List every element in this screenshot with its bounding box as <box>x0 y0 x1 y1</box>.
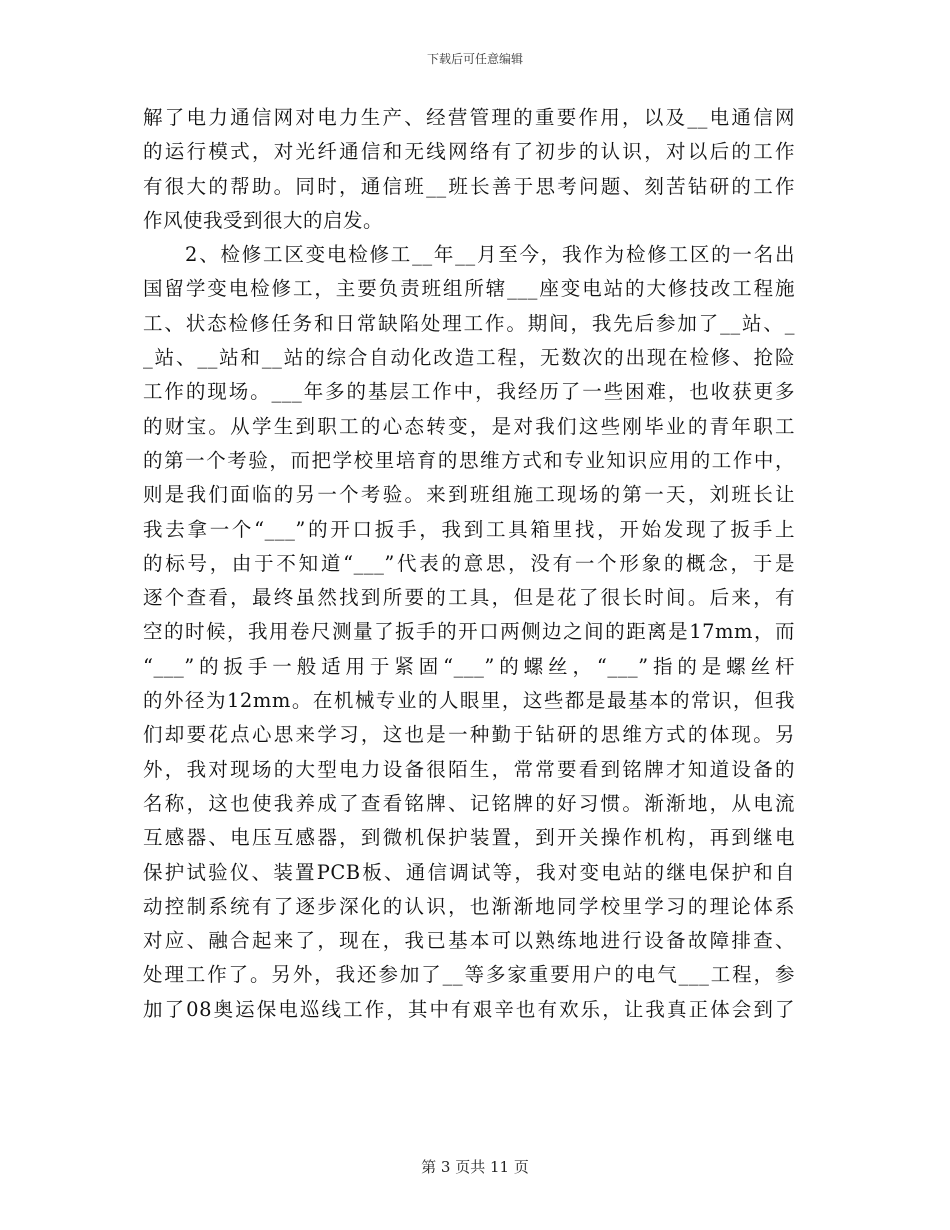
text-line: 名称，这也使我养成了查看铭牌、记铭牌的好习惯。渐渐地，从电流 <box>143 791 795 815</box>
text-line: 有很大的帮助。同时，通信班__班长善于思考问题、刻苦钻研的工作 <box>143 174 795 198</box>
text-line: 的运行模式，对光纤通信和无线网络有了初步的认识，对以后的工作 <box>143 140 795 164</box>
text-line: 我去拿一个“___”的开口扳手，我到工具箱里找，开始发现了扳手上 <box>143 517 795 541</box>
body-text <box>143 101 795 1027</box>
text-line: 作风使我受到很大的启发。 <box>143 208 384 232</box>
text-line: 的财宝。从学生到职工的心态转变，是对我们这些刚毕业的青年职工 <box>143 414 795 438</box>
text-line: “___”的扳手一般适用于紧固“___”的螺丝，“___”指的是螺丝杆 <box>143 654 795 678</box>
text-line: 国留学变电检修工，主要负责班组所辖___座变电站的大修技改工程施 <box>143 277 795 301</box>
text-line: 加了08奥运保电巡线工作，其中有艰辛也有欢乐，让我真正体会到了 <box>143 997 795 1021</box>
text-line: 对应、融合起来了，现在，我已基本可以熟练地进行设备故障排查、 <box>143 929 795 953</box>
paragraph-2 <box>143 238 795 1027</box>
text-line: 的第一个考验，而把学校里培育的思维方式和专业知识应用的工作中， <box>143 448 795 472</box>
text-line: 空的时候，我用卷尺测量了扳手的开口两侧边之间的距离是17mm，而 <box>143 620 795 644</box>
text-line: 工、状态检修任务和日常缺陷处理工作。期间，我先后参加了__站、_ <box>143 311 795 335</box>
text-line: 逐个查看，最终虽然找到所要的工具，但是花了很长时间。后来，有 <box>143 586 795 610</box>
text-line: 互感器、电压互感器，到微机保护装置，到开关操作机构，再到继电 <box>143 826 795 850</box>
text-line: 保护试验仪、装置PCB板、通信调试等，我对变电站的继电保护和自 <box>143 860 795 884</box>
text-line: 工作的现场。___年多的基层工作中，我经历了一些困难，也收获更多 <box>143 380 795 404</box>
paragraph-1 <box>143 101 795 238</box>
text-line: 们却要花点心思来学习，这也是一种勤于钻研的思维方式的体现。另 <box>143 723 795 747</box>
text-line: _站、__站和__站的综合自动化改造工程，无数次的出现在检修、抢险 <box>143 346 795 370</box>
text-line: 处理工作了。另外，我还参加了__等多家重要用户的电气___工程，参 <box>143 963 795 987</box>
text-line: 则是我们面临的另一个考验。来到班组施工现场的第一天，刘班长让 <box>143 483 795 507</box>
text-line: 的标号，由于不知道“___”代表的意思，没有一个形象的概念，于是 <box>143 551 795 575</box>
text-line-indented: 2、检修工区变电检修工__年__月至今，我作为检修工区的一名出 <box>185 243 795 267</box>
text-line: 动控制系统有了逐步深化的认识，也渐渐地同学校里学习的理论体系 <box>143 894 795 918</box>
text-line: 的外径为12mm。在机械专业的人眼里，这些都是最基本的常识，但我 <box>143 689 795 713</box>
text-line: 解了电力通信网对电力生产、经营管理的重要作用，以及__电通信网 <box>143 106 795 129</box>
page-footer: 第 3 页共 11 页 <box>421 1158 529 1176</box>
text-line: 外，我对现场的大型电力设备很陌生，常常要看到铭牌才知道设备的 <box>143 757 795 781</box>
page-header: 下载后可任意编辑 <box>426 52 523 66</box>
